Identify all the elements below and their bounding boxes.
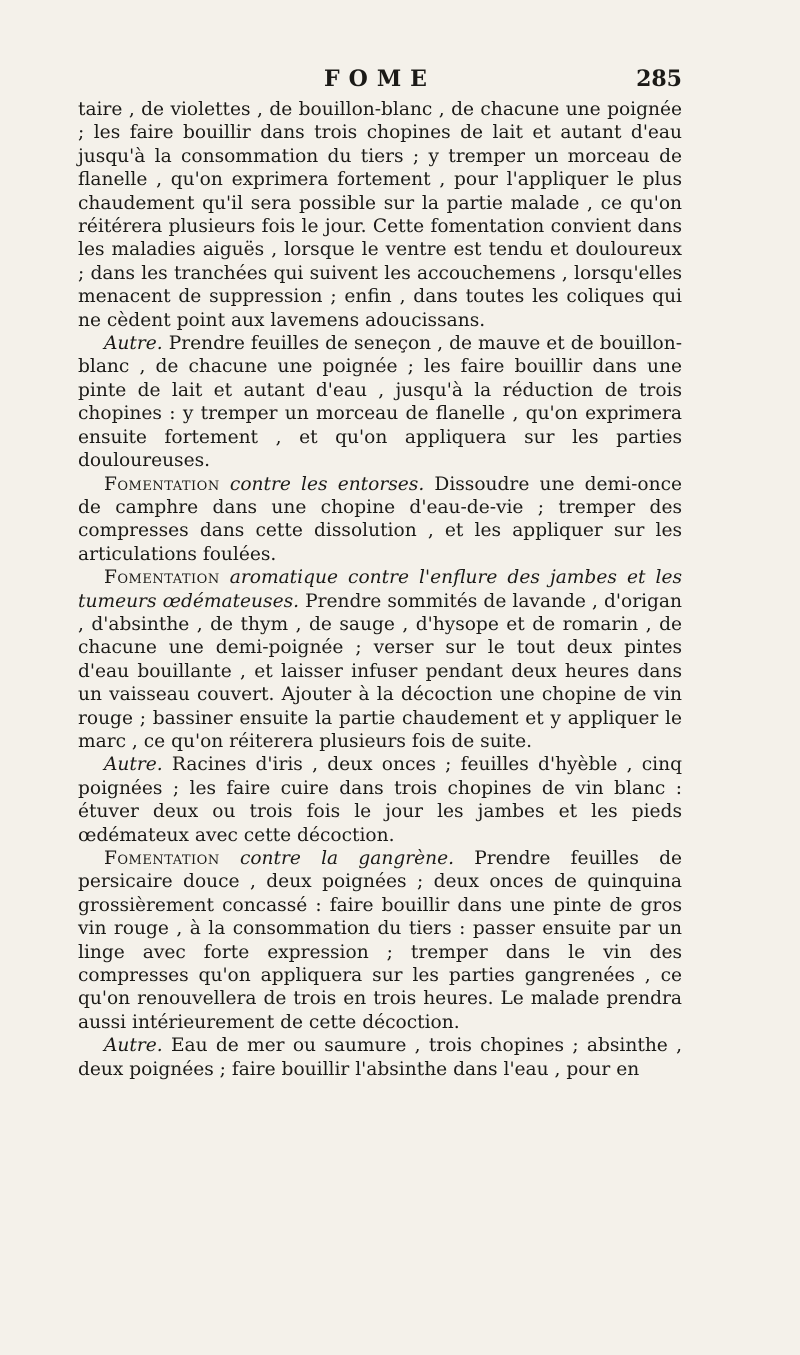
entry-heading: Fomentation [104,473,220,495]
paragraph-fomentation-entorses [78,473,682,567]
paragraph-autre [78,332,682,472]
entry-heading: Fomentation [104,567,220,589]
paragraph-text: Prendre feuilles de seneçon , de mauve et de bouillon-blanc , de chacune une poignée ; les faire bouillir dans une pinte de lait et autant d'eau , jusqu'à la réduction de trois chopines : y tremper un morceau de flanelle , qu'on exprimera ensuite fortement , et qu'on appliquera sur les parties douloureuses. [78,333,682,472]
entry-heading: Fomentation [104,848,220,869]
paragraph-lead: Autre. [104,1035,163,1057]
paragraph-fomentation-aromatique [78,566,682,753]
paragraph-autre [78,753,682,847]
entry-title: contre les entorses. [219,473,425,495]
paragraph-text: Prendre sommités de lavande , d'origan , d'absinthe , de thym , de sauge , d'hysope et de romarin , de chacune une demi-poignée ; verser sur le tout deux pintes d'eau bouillante , et laisser infuser pendant deux heures dans un vaisseau couvert. Ajouter à la décoction une chopine de vin rouge ; bassiner ensuite la partie chaudement et y appliquer le marc , ce qu'on réiterera plusieurs fois de suite. [78,590,682,752]
paragraph-text: taire , de violettes , de bouillon-blanc , de chacune une poignée ; les faire bouillir dans trois chopines de lait et autant d'eau jusqu'à la consommation du tiers ; y tremper un morceau de flanelle , qu'on exprimera fortement , pour l'appliquer le plus chaudement qu'il sera possible sur la partie malade , ce qu'on réitérera plusieurs fois le jour. Cette fomentation convient dans les maladies aiguës , lorsque le ventre est tendu et douloureux ; dans les tranchées qui suivent les accouchemens , lorsqu'elles menacent de suppression ; enfin , dans toutes les coliques qui ne cèdent point aux lavemens adoucissans. [78,99,682,331]
entry-title: aromatique contre l'enflure des jambes et les tumeurs œdémateuses. [78,567,682,612]
page-header [78,66,682,96]
running-head: FOME [324,66,436,92]
paragraph-text: Prendre feuilles de persicaire douce , deux poignées ; deux onces de quinquina grossièrement concassé : faire bouillir dans une pinte de gros vin rouge , à la consommation du tiers : passer ensuite par un linge avec forte expression ; tremper dans le vin des compresses qu'on appliquera sur les parties gangrenées , ce qu'on renouvellera de trois en trois heures. Le malade prendra aussi intérieurement de cette décoction. [78,848,683,1033]
page-number: 285 [636,66,682,92]
entry-title: contre la gangrène. [219,848,455,869]
paragraph-lead: Autre. [104,333,163,355]
paragraph-lead: Autre. [104,754,163,776]
paragraph-text: Dissoudre une demi-once de camphre dans une chopine d'eau-de-vie ; tremper des compresses dans cette dissolution , et les appliquer sur les articulations foulées. [78,473,682,565]
paragraph-continuation [78,98,682,332]
paragraph-autre [78,1034,682,1081]
paragraph-text: Racines d'iris , deux onces ; feuilles d'hyèble , cinq poignées ; les faire cuire dans trois chopines de vin blanc : étuver deux ou trois fois le jour les jambes et les pieds œdémateux avec cette décoction. [78,754,682,846]
paragraph-text: Eau de mer ou saumure , trois chopines ; absinthe , deux poignées ; faire bouillir l'absinthe dans l'eau , pour en [78,1035,682,1080]
paragraph-fomentation-gangrene [78,847,682,1034]
page-body [78,98,682,1081]
